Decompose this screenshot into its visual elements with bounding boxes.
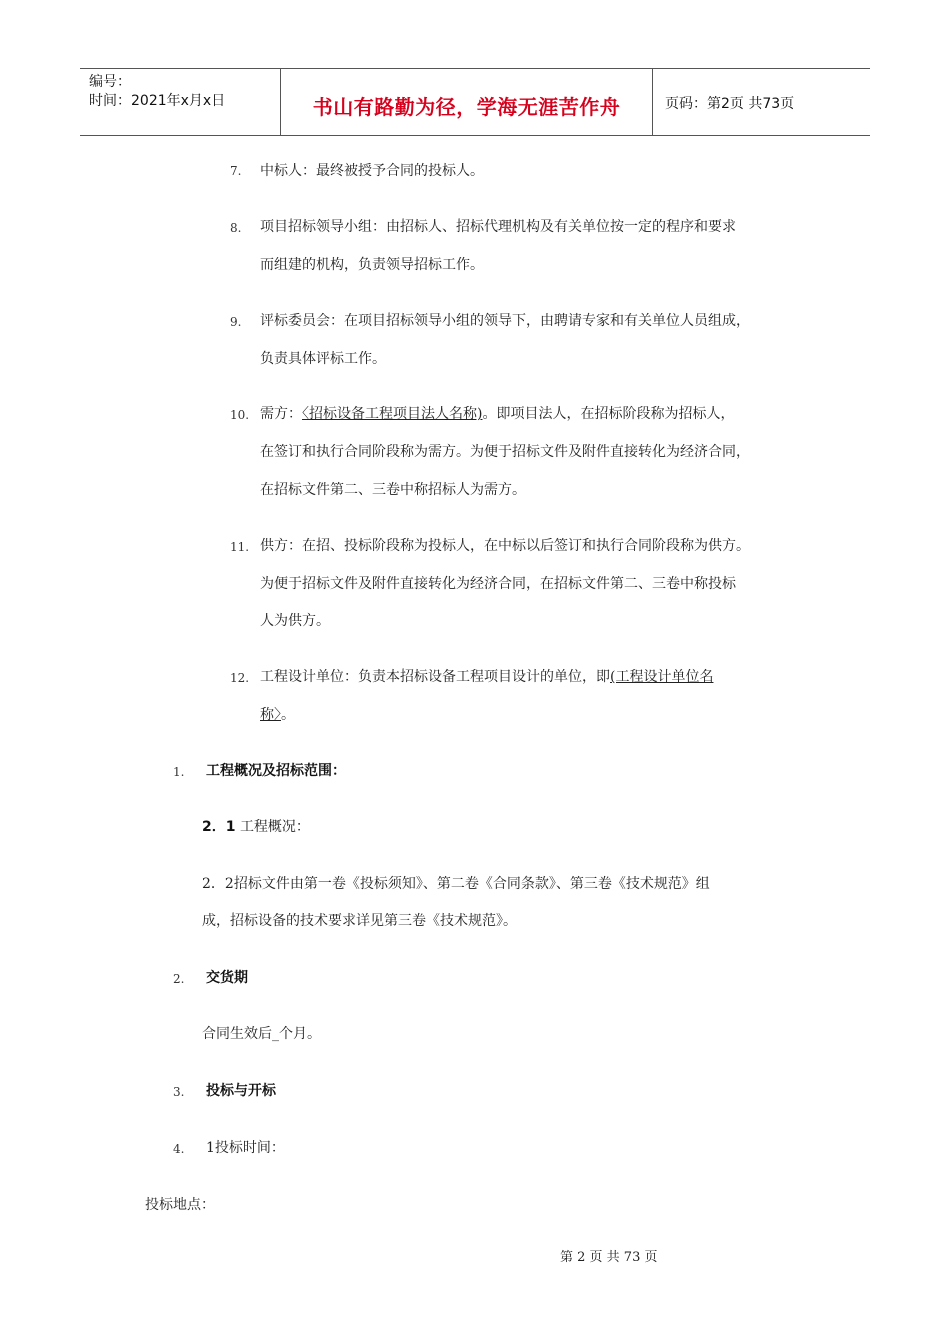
- page-header: [80, 68, 870, 136]
- definition-item: 供方：在招、投标阶段称为投标人，在中标以后签订和执行合同阶段称为供方。: [260, 538, 750, 554]
- definition-item-continued: 为便于招标文件及附件直接转化为经济合同，在招标文件第二、三卷中称投标: [260, 576, 736, 592]
- definition-item: 中标人：最终被授予合同的投标人。: [260, 163, 484, 179]
- placeholder-design-unit-end: 称〉: [260, 707, 281, 723]
- item-number: 10.: [230, 408, 250, 422]
- subsection-number: 2．1: [202, 819, 236, 835]
- item-number: 11.: [230, 540, 250, 554]
- section-number: 2.: [173, 972, 185, 986]
- definition-item-continued: 而组建的机构，负责领导招标工作。: [260, 257, 484, 273]
- subsection-paragraph-continued: 成，招标设备的技术要求详见第三卷《技术规范》。: [202, 913, 517, 929]
- subsection-text: 工程概况：: [239, 819, 310, 835]
- placeholder-owner-name: 〈招标设备工程项目法人名称): [302, 406, 483, 422]
- document-time: 时间：2021年x月x日: [89, 93, 226, 109]
- definition-item-continued: 负责具体评标工作。: [260, 351, 386, 367]
- item-number: 7.: [230, 164, 242, 178]
- section-heading: 工程概况及招标范围：: [206, 763, 346, 779]
- bid-time-label: 1投标时间：: [206, 1140, 285, 1156]
- subsection-paragraph: 2．2招标文件由第一卷《投标须知》、第二卷《合同条款》、第三卷《技术规范》组: [202, 876, 710, 892]
- definition-text: 工程设计单位：负责本招标设备工程项目设计的单位，即: [260, 669, 610, 685]
- item-number: 8.: [230, 221, 242, 235]
- page-info: 页码：第2页 共73页: [665, 96, 795, 112]
- definition-term: 需方：: [260, 406, 302, 422]
- section-number: 4.: [173, 1142, 185, 1156]
- subsection-line: [202, 808, 310, 846]
- definition-text: 。即项目法人，在招标阶段称为招标人，: [482, 406, 735, 422]
- placeholder-design-unit: (工程设计单位名: [610, 669, 714, 685]
- document-number-label: 编号：: [89, 74, 131, 90]
- header-page-info: [653, 69, 870, 135]
- definition-item-continued: 在招标文件第二、三卷中称招标人为需方。: [260, 482, 526, 498]
- definition-item-continued: 人为供方。: [260, 613, 330, 629]
- definition-item: 项目招标领导小组：由招标人、招标代理机构及有关单位按一定的程序和要求: [260, 219, 736, 235]
- delivery-text: 合同生效后_个月。: [202, 1026, 321, 1042]
- item-number: 9.: [230, 315, 242, 329]
- section-heading: 投标与开标: [206, 1083, 276, 1099]
- section-number: 3.: [173, 1085, 185, 1099]
- header-meta: [80, 69, 281, 135]
- definition-text: 。: [281, 707, 295, 723]
- bid-location-label: 投标地点：: [145, 1197, 215, 1213]
- page-footer: 第 2 页 共 73 页: [560, 1250, 658, 1265]
- definition-item: [260, 658, 713, 696]
- motto: 书山有路勤为径，学海无涯苦作舟: [312, 94, 621, 119]
- section-number: 1.: [173, 765, 185, 779]
- item-number: 12.: [230, 671, 250, 685]
- header-motto-cell: [281, 69, 653, 135]
- definition-item: 评标委员会：在项目招标领导小组的领导下，由聘请专家和有关单位人员组成，: [260, 313, 750, 329]
- section-heading: 交货期: [206, 970, 248, 986]
- definition-item-continued: 在签订和执行合同阶段称为需方。为便于招标文件及附件直接转化为经济合同，: [260, 444, 750, 460]
- definition-item: [260, 395, 734, 433]
- definition-item-continued: [260, 696, 295, 734]
